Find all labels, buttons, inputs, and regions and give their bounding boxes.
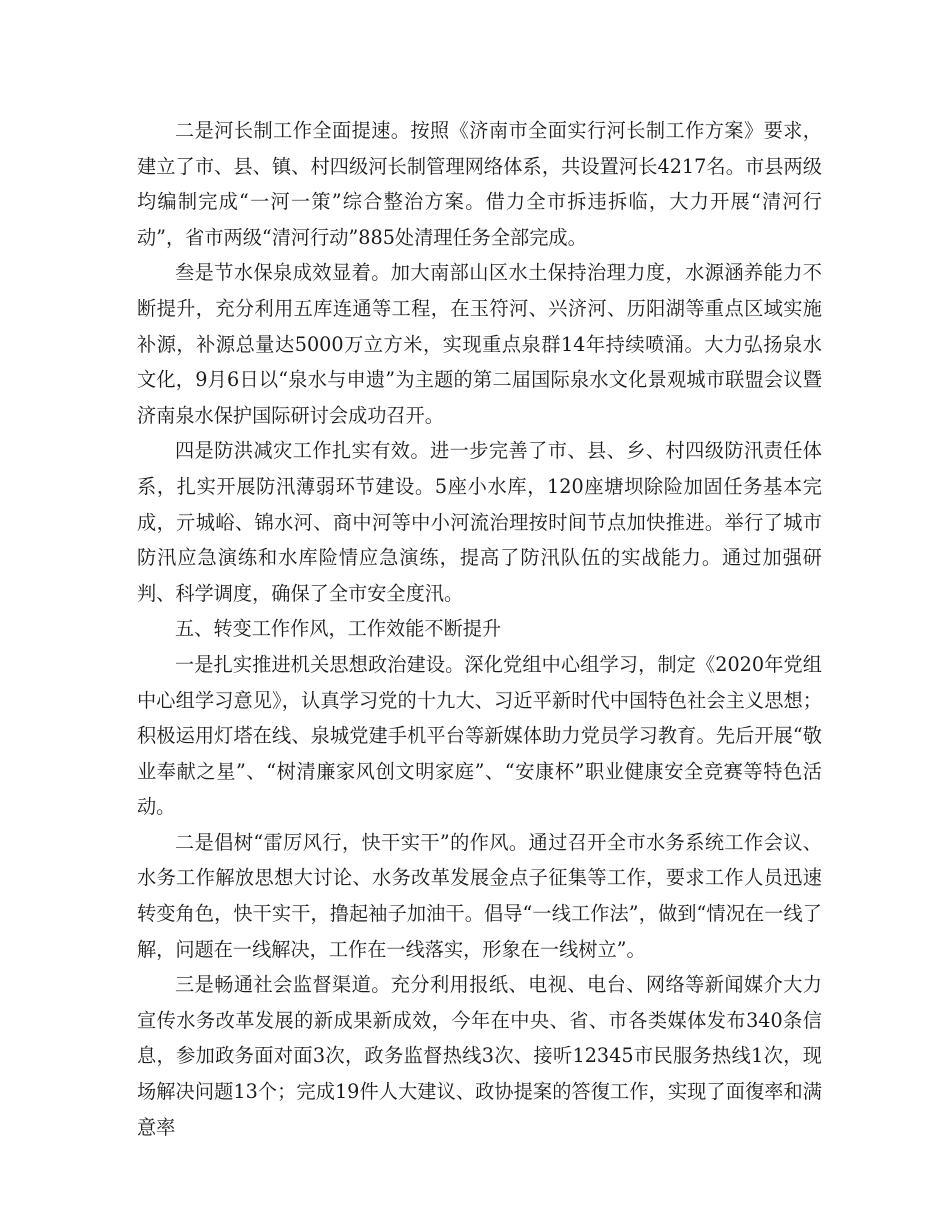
paragraph-work-style: 二是倡树“雷厉风行，快干实干”的作风。通过召开全市水务系统工作会议、水务工作解放思想大讨论、水务改革发展金点子征集等工作，要求工作人员迅速转变角色，快干实干，撸起袖子加油干。倡导“一线工作法”，做到“情况在一线了解，问题在一线解决，工作在一线落实，形象在一线树立”。 — [137, 830, 822, 961]
document-page — [137, 113, 822, 1145]
paragraph-political-building: 一是扎实推进机关思想政治建设。深化党组中心组学习，制定《2020年党组中心组学习意见》，认真学习党的十九大、习近平新时代中国特色社会主义思想；积极运用灯塔在线、泉城党建手机平台等新媒体助力党员学习教育。先后开展“敬业奉献之星”、“树清廉家风创文明家庭”、“安康杯”职业健康安全竞赛等特色活动。 — [137, 652, 822, 819]
section-heading-work-style: 五、转变工作作风，工作效能不断提升 — [175, 617, 502, 641]
paragraph-social-supervision: 三是畅通社会监督渠道。充分利用报纸、电视、电台、网络等新闻媒介大力宣传水务改革发展的新成果新成效，今年在中央、省、市各类媒体发布340条信息，参加政务面对面3次，政务监督热线3次、接听12345市民服务热线1次，现场解决问题13个；完成19件人大建议、政协提案的答復工作，实现了面復率和满意率 — [137, 973, 822, 1139]
paragraph-river-chief: 二是河长制工作全面提速。按照《济南市全面实行河长制工作方案》要求，建立了市、县、镇、村四级河长制管理网络体系，共设置河长4217名。市县两级均编制完成“一河一策”综合整治方案。借力全市拆违拆临，大力开展“清河行动”，省市两级“清河行动”885处清理任务全部完成。 — [137, 119, 822, 249]
paragraph-water-saving: 叁是节水保泉成效显着。加大南部山区水土保持治理力度，水源涵养能力不断提升，充分利用五库连通等工程，在玉符河、兴济河、历阳湖等重点区域实施补源，补源总量达5000万立方米，实现重点泉群14年持续喷涌。大力弘扬泉水文化，9月6日以“泉水与申遗”为主题的第二届国际泉水文化景观城市联盟会议暨济南泉水保护国际研讨会成功召开。 — [137, 261, 822, 427]
paragraph-flood-control: 四是防洪减灾工作扎实有效。进一步完善了市、县、乡、村四级防汛责任体系，扎实开展防汛薄弱环节建设。5座小水库，120座塘坝除险加固任务基本完成，亓城峪、锦水河、商中河等中小河流治理按时间节点加快推进。举行了城市防汛应急演练和水库险情应急演练，提高了防汛队伍的实战能力。通过加强研判、科学调度，确保了全市安全度汛。 — [137, 439, 822, 605]
